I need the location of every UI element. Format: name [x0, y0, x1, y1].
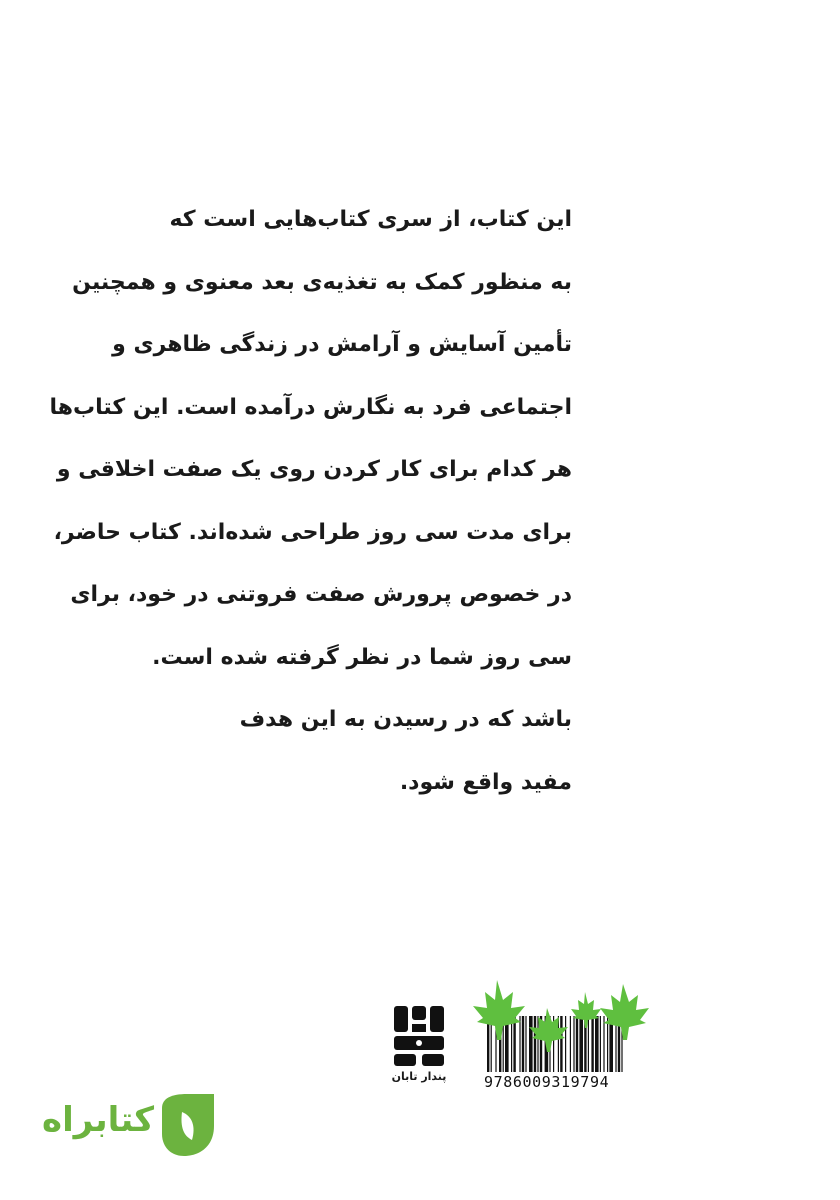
- barcode: [445, 970, 665, 1095]
- publisher-logo-icon: [388, 1002, 450, 1068]
- barcode-bar: [522, 1016, 524, 1072]
- text-line-3: تأمین آسایش و آرامش در زندگی ظاهری و: [112, 332, 572, 357]
- barcode-bar: [560, 1016, 562, 1072]
- barcode-bar: [607, 1016, 608, 1072]
- text-line-9: باشد که در رسیدن به این هدف: [239, 707, 572, 732]
- barcode-bar: [588, 1016, 589, 1072]
- barcode-bar: [603, 1016, 604, 1072]
- ketabrah-logo: [42, 1090, 222, 1160]
- barcode-bar: [513, 1016, 515, 1072]
- ketabrah-leaf-icon: [152, 1090, 222, 1160]
- barcode-bar: [537, 1016, 538, 1072]
- barcode-bar: [529, 1016, 533, 1072]
- leaf-icon: [473, 980, 525, 1040]
- text-line-6: برای مدت سی روز طراحی شده‌اند. کتاب حاضر،: [53, 519, 572, 545]
- barcode-bar: [579, 1016, 583, 1072]
- back-cover-text: [49, 205, 572, 830]
- text-line-8: سی روز شما در نظر گرفته شده است.: [152, 644, 572, 670]
- text-line-10: مفید واقع شود.: [399, 769, 572, 795]
- barcode-bar: [519, 1016, 520, 1072]
- text-line-2: به منظور کمک به تغذیه‌ی بعد معنوی و همچنین: [72, 269, 572, 295]
- publisher-logo: [388, 1002, 450, 1092]
- barcode-bar: [511, 1016, 512, 1072]
- barcode-bar: [534, 1016, 536, 1072]
- barcode-bar: [591, 1016, 593, 1072]
- text-line-7: در خصوص پرورش صفت فروتنی در خود، برای: [70, 582, 572, 607]
- ketabrah-brand-text: کتابراه: [42, 1100, 155, 1140]
- barcode-bar: [565, 1016, 566, 1072]
- barcode-bar: [576, 1016, 578, 1072]
- barcode-bar: [525, 1016, 526, 1072]
- text-line-5: هر کدام برای کار کردن روی یک صفت اخلاقی و: [56, 457, 572, 482]
- barcode-bar: [570, 1016, 571, 1072]
- text-line-4: اجتماعی فرد به نگارش درآمده است. این کتاب‌ها: [49, 394, 572, 420]
- publisher-name: پندار تابان: [391, 1070, 447, 1083]
- barcode-bar: [600, 1016, 601, 1072]
- barcode-bar: [595, 1016, 599, 1072]
- isbn-number: 9786009319794: [484, 1073, 610, 1091]
- barcode-bar: [573, 1016, 574, 1072]
- text-line-1: این کتاب، از سری کتاب‌هایی است که: [169, 207, 572, 232]
